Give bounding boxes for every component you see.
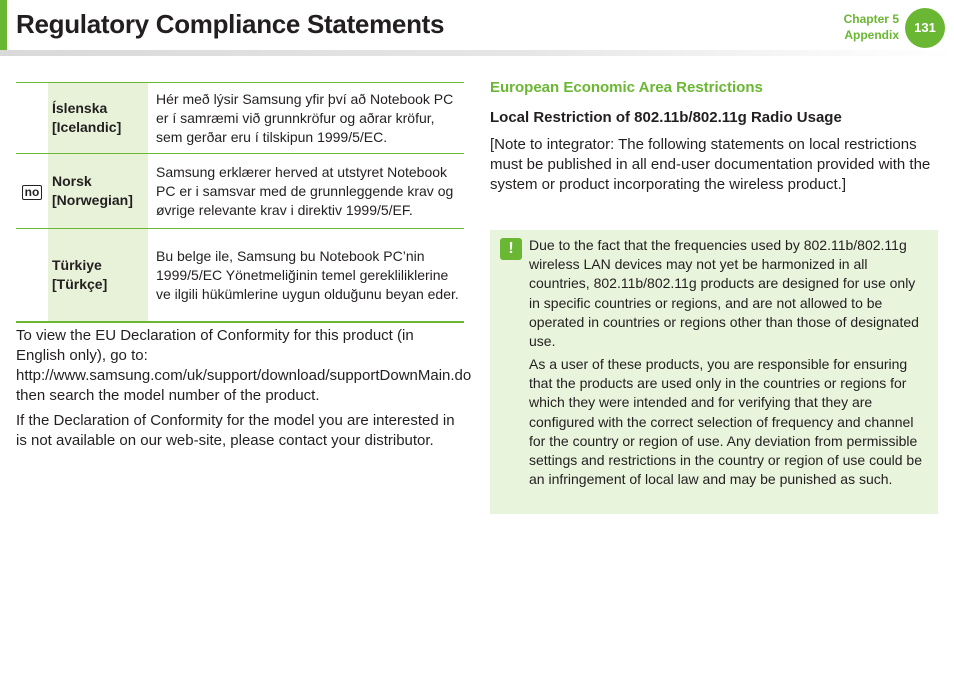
header-divider xyxy=(0,50,954,56)
chapter-info xyxy=(844,11,899,43)
language-statements-table xyxy=(16,82,464,323)
page-number-badge: 131 xyxy=(905,8,945,48)
sub-heading: Local Restriction of 802.11b/802.11g Radio Usage xyxy=(490,109,842,126)
language-code: [Icelandic] xyxy=(52,119,122,135)
language-icon-cell xyxy=(16,83,48,154)
section-label: Appendix xyxy=(844,28,899,42)
language-name: Íslenska xyxy=(52,100,108,116)
table-row xyxy=(16,229,464,323)
caution-icon: ! xyxy=(500,238,522,260)
language-name-cell xyxy=(48,229,148,323)
caution-paragraph: Due to the fact that the frequencies used by 802.11b/802.11g wireless LAN devices may not yet be harmonized in all countries, 802.11b/802.11g products are designed for use only in specific countries or regions, and are not allowed to be operated in countries or regions other than those of designated use. xyxy=(529,237,919,350)
distributor-paragraph: If the Declaration of Conformity for the model you are interested in is not available on our web-site, please contact your distributor. xyxy=(16,412,455,449)
language-statement: Bu belge ile, Samsung bu Notebook PC’nin 1999/5/EC Yönetmeliğinin temel gerekliliklerine ve ilgili hükümlerine uygun olduğunu beyan eder. xyxy=(148,229,464,323)
language-icon-cell xyxy=(16,229,48,323)
language-code: [Türkçe] xyxy=(52,276,108,292)
table-row xyxy=(16,154,464,229)
language-name: Norsk xyxy=(52,173,92,189)
language-name: Türkiye xyxy=(52,257,102,273)
language-code: [Norwegian] xyxy=(52,192,133,208)
language-name-cell xyxy=(48,83,148,154)
language-name-cell xyxy=(48,154,148,229)
language-statement: Hér með lýsir Samsung yfir því að Notebook PC er í samræmi við grunnkröfur og aðrar kröfur, sem gerðar eru í tilskipun 1999/5/EC. xyxy=(156,90,454,145)
caution-box xyxy=(490,230,938,514)
section-heading: European Economic Area Restrictions xyxy=(490,79,763,96)
chapter-label: Chapter 5 xyxy=(843,12,899,26)
page-header xyxy=(0,0,954,56)
language-statement: Samsung erklærer herved at utstyret Notebook PC er i samsvar med de grunnleggende krav og øvrige relevante krav i direktiv 1999/5/EF. xyxy=(148,154,464,229)
integrator-note: [Note to integrator: The following statements on local restrictions must be published in all end-user documentation provided with the system or product incorporating the wireless product.] xyxy=(490,136,931,193)
page-title: Regulatory Compliance Statements xyxy=(16,9,445,39)
declaration-link-paragraph: To view the EU Declaration of Conformity for this product (in English only), go to: http://www.samsung.com/uk/support/download/supportDownMain.do then search the model number of the product. xyxy=(16,327,472,404)
caution-paragraph: As a user of these products, you are responsible for ensuring that the products are used only in the countries or regions for which they were intended and for verifying that they are configured with the correct selection of frequency and channel for the country or region of use. Any deviation from permissible settings and restrictions in the country or region of use could be an infringement of local law and may be punished as such. xyxy=(529,356,922,488)
language-icon-cell xyxy=(16,154,48,229)
table-row xyxy=(16,83,464,154)
norway-code-icon: no xyxy=(22,185,43,200)
header-accent-stripe xyxy=(0,0,7,50)
